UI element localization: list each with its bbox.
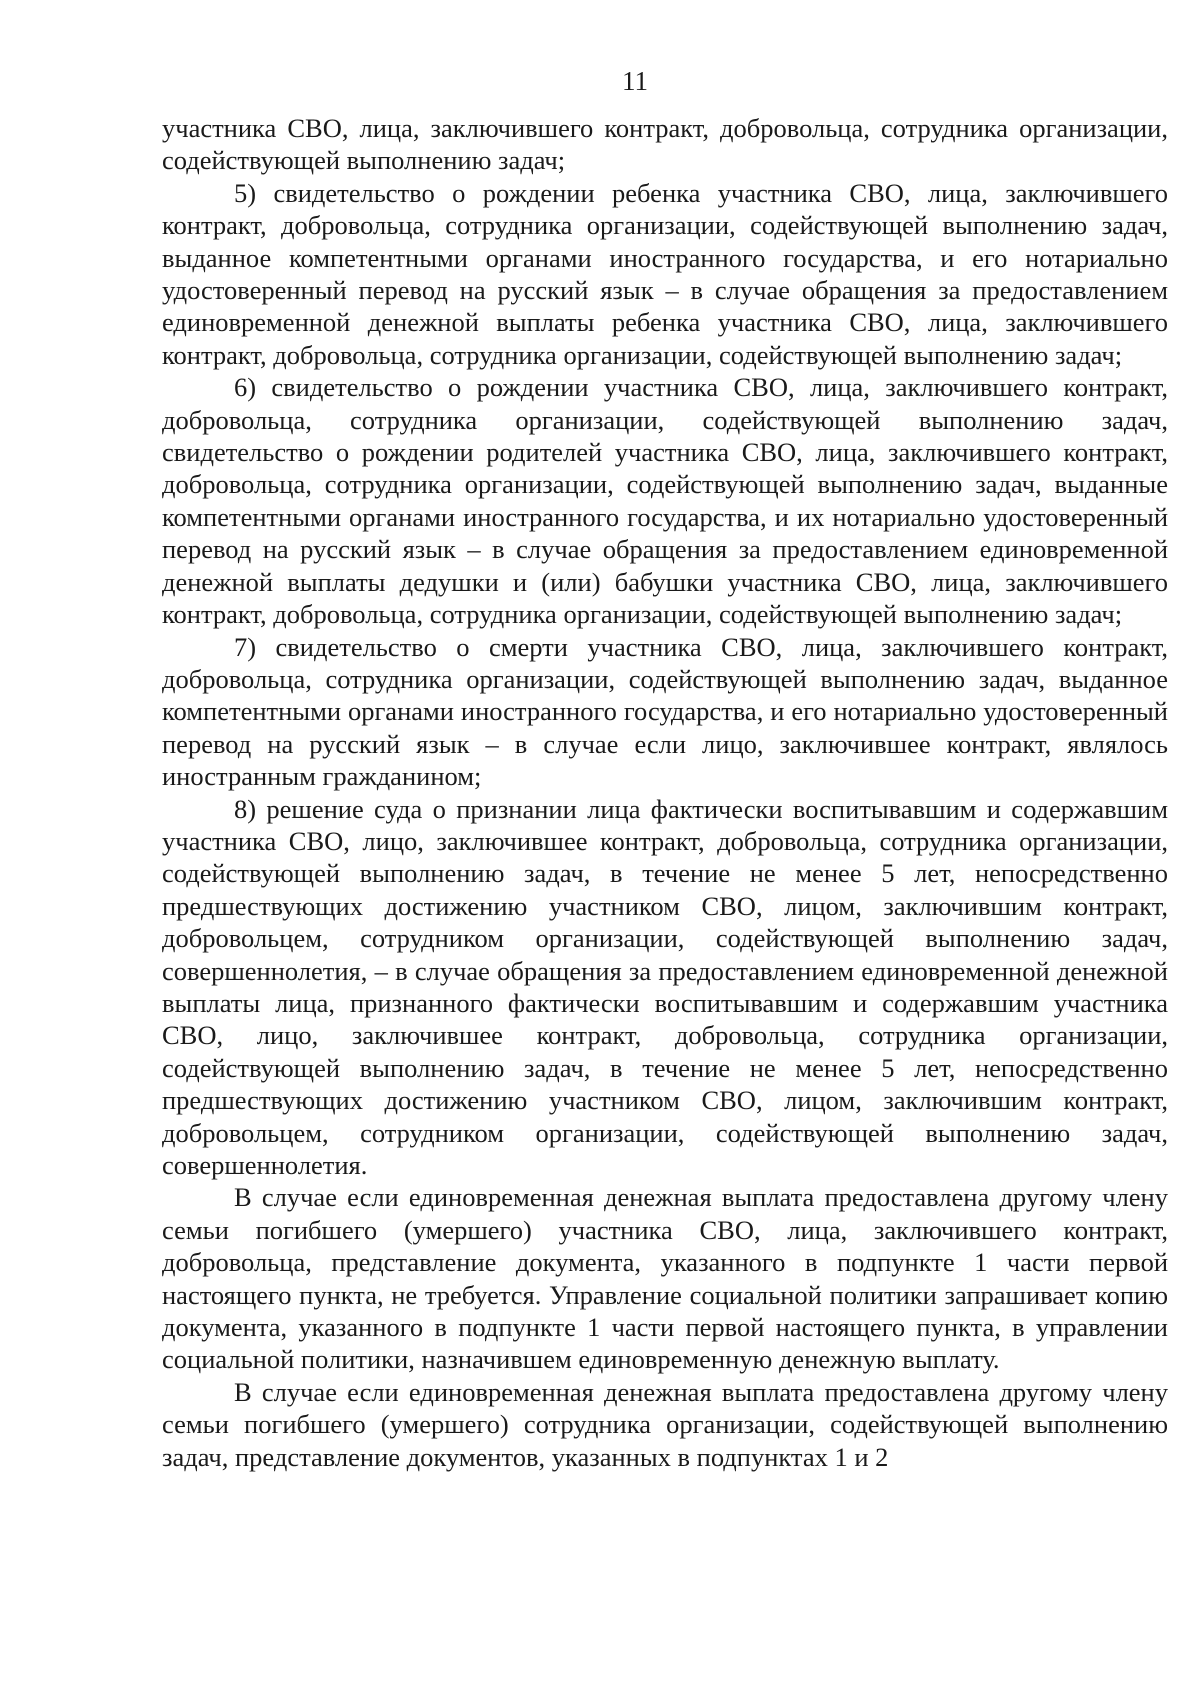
list-item-8: 8) решение суда о признании лица фактически воспитывавшим и содержавшим участника СВО, лицо, заключившее контракт, добровольца, сотрудника организации, содействующей выполнению задач, в течение не менее 5 лет, непосредственно предшествующих достижению участником СВО, лицом, заключившим контракт, добровольцем, сотрудником организации, содействующей выполнению задач, совершеннолетия, – в случае обращения за предоставлением единовременной денежной выплаты лица, признанного фактически воспитывавшим и содержавшим участника СВО, лицо, заключившее контракт, добровольца, сотрудника организации, содействующей выполнению задач, в течение не менее 5 лет, непосредственно предшествующих достижению участником СВО, лицом, заключившим контракт, добровольцем, сотрудником организации, содействующей выполнению задач, совершеннолетия. [162, 793, 1168, 1180]
page-number: 11 [622, 66, 648, 96]
paragraph-other-family-member: В случае если единовременная денежная выплата предоставлена другому члену семьи погибшего (умершего) участника СВО, лица, заключившего контракт, добровольца, представление документа, указанного в подпункте 1 части первой настоящего пункта, не требуется. Управление социальной политики запрашивает копию документа, указанного в подпункте 1 части первой настоящего пункта, в управлении социальной политики, назначившем единовременную денежную выплату. [162, 1182, 1168, 1375]
paragraph-organization-employee: В случае если единовременная денежная выплата предоставлена другому члену семьи погибшего (умершего) сотрудника организации, содействующей выполнению задач, представление документов, указанных в подпунктах 1 и 2 [162, 1376, 1168, 1472]
list-item-5: 5) свидетельство о рождении ребенка участника СВО, лица, заключившего контракт, добровольца, сотрудника организации, содействующей выполнению задач, выданное компетентными органами иностранного государства, и его нотариально удостоверенный перевод на русский язык – в случае обращения за предоставлением единовременной денежной выплаты ребенка участника СВО, лица, заключившего контракт, добровольца, сотрудника организации, содействующей выполнению задач; [162, 177, 1168, 370]
document-body [162, 112, 1168, 1473]
list-item-7: 7) свидетельство о смерти участника СВО, лица, заключившего контракт, добровольца, сотрудника организации, содействующей выполнению задач, выданное компетентными органами иностранного государства, и его нотариально удостоверенный перевод на русский язык – в случае если лицо, заключившее контракт, являлось иностранным гражданином; [162, 631, 1168, 792]
list-item-6: 6) свидетельство о рождении участника СВО, лица, заключившего контракт, добровольца, сотрудника организации, содействующей выполнению задач, свидетельство о рождении родителей участника СВО, лица, заключившего контракт, добровольца, сотрудника организации, содействующей выполнению задач, выданные компетентными органами иностранного государства, и их нотариально удостоверенный перевод на русский язык – в случае обращения за предоставлением единовременной денежной выплаты дедушки и (или) бабушки участника СВО, лица, заключившего контракт, добровольца, сотрудника организации, содействующей выполнению задач; [162, 372, 1168, 630]
paragraph-continuation: участника СВО, лица, заключившего контракт, добровольца, сотрудника организации, содействующей выполнению задач; [162, 113, 1168, 176]
